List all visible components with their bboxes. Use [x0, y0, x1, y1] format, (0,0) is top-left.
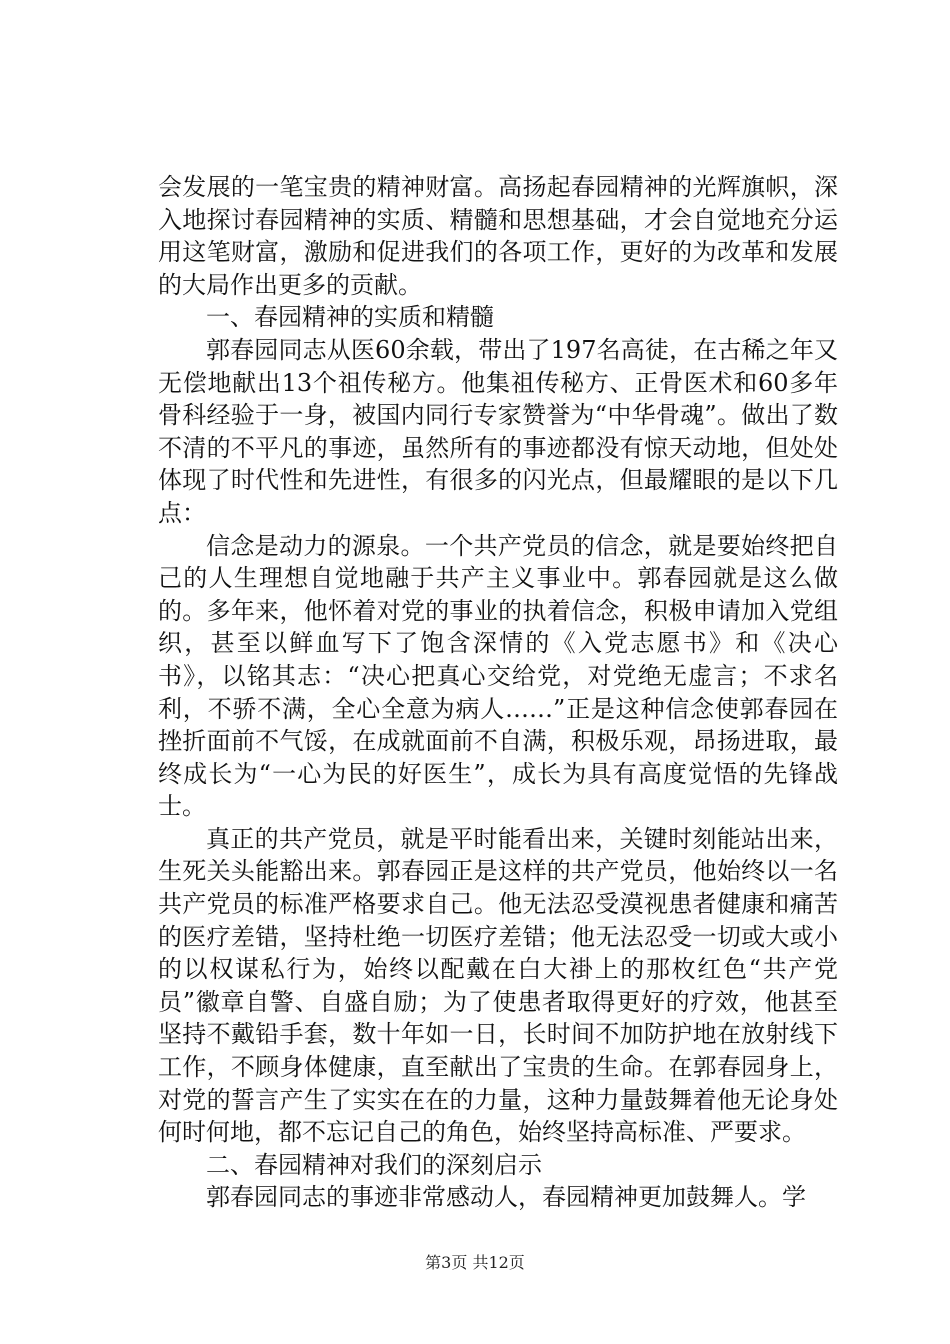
paragraph-party-member: 真正的共产党员，就是平时能看出来，关键时刻能站出来，生死关头能豁出来。郭春园正是这样的共产党员，他始终以一名共产党员的标准严格要求自己。他无法忍受漠视患者健康和痛苦的医疗差错，坚持杜绝一切医疗差错；他无法忍受一切或大或小的以权谋私行为，始终以配戴在白大褂上的那枚红色“共产党员”徽章自警、自盛自励；为了使患者取得更好的疗效，他甚至坚持不戴铅手套，数十年如一日，长时间不加防护地在放射线下工作，不顾身体健康，直至献出了宝贵的生命。在郭春园身上，对党的誓言产生了实实在在的力量，这种力量鼓舞着他无论身处何时何地，都不忘记自己的角色，始终坚持高标准、严要求。: [158, 824, 838, 1147]
document-body: [158, 171, 838, 1214]
paragraph-continuation: 会发展的一笔宝贵的精神财富。高扬起春园精神的光辉旗帜，深入地探讨春园精神的实质、精髓和思想基础，才会自觉地充分运用这笔财富，激励和促进我们的各项工作，更好的为改革和发展的大局作出更多的贡献。: [158, 173, 838, 299]
page-footer: 第3页 共12页: [425, 1253, 525, 1272]
section-heading-2: 二、春园精神对我们的深刻启示: [206, 1150, 542, 1179]
paragraph-inspiration: 郭春园同志的事迹非常感动人，春园精神更加鼓舞人。学: [206, 1183, 806, 1212]
paragraph-belief: 信念是动力的源泉。一个共产党员的信念，就是要始终把自己的人生理想自觉地融于共产主义事业中。郭春园就是这么做的。多年来，他怀着对党的事业的执着信念，积极申请加入党组织，甚至以鲜血写下了饱含深情的《入党志愿书》和《决心书》，以铭其志：“决心把真心交给党，对党绝无虚言；不求名利，不骄不满，全心全意为病人……”正是这种信念使郭春园在挫折面前不气馁，在成就面前不自满，积极乐观，昂扬进取，最终成长为“一心为民的好医生”，成长为具有高度觉悟的先锋战士。: [158, 531, 838, 821]
paragraph-overview: 郭春园同志从医60余载，带出了197名高徒，在古稀之年又无偿地献出13个祖传秘方。他集祖传秘方、正骨医术和60多年骨科经验于一身，被国内同行专家赞誉为“中华骨魂”。做出了数不清的不平凡的事迹，虽然所有的事迹都没有惊天动地，但处处体现了时代性和先进性，有很多的闪光点，但最耀眼的是以下几点：: [158, 335, 838, 527]
section-heading-1: 一、春园精神的实质和精髓: [206, 303, 494, 332]
